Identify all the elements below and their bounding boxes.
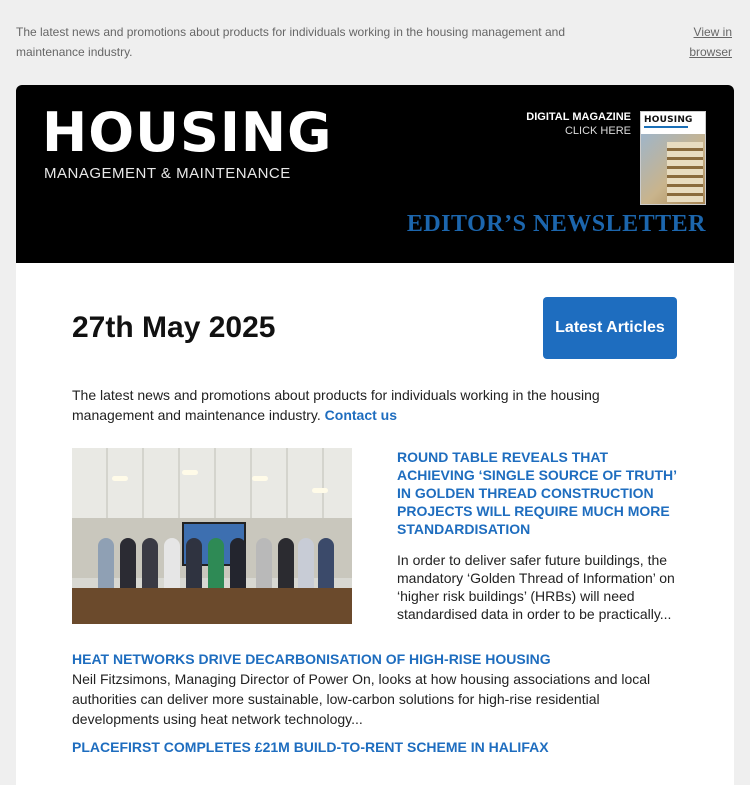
cover-rule: [644, 126, 688, 128]
photo-ceiling-light: [182, 470, 198, 475]
photo-ceiling: [72, 448, 352, 518]
digital-magazine-label: DIGITAL MAGAZINE: [526, 111, 631, 123]
logo-subtitle: MANAGEMENT & MAINTENANCE: [44, 165, 291, 182]
click-here-label: CLICK HERE: [564, 125, 631, 137]
newsletter-card: [16, 85, 734, 785]
photo-table: [72, 588, 352, 624]
story-1-headline[interactable]: ROUND TABLE REVEALS THAT ACHIEVING ‘SINGLE SOURCE OF TRUTH’ IN GOLDEN THREAD CONSTRUCTION PROJECTS WILL REQUIRE MUCH MORE STANDARDISATION: [397, 449, 677, 537]
digital-magazine-link[interactable]: [526, 110, 631, 138]
issue-date: 27th May 2025: [72, 311, 276, 344]
intro-paragraph: [72, 385, 682, 425]
photo-ceiling-light: [112, 476, 128, 481]
view-in-browser-link[interactable]: View in browser: [689, 25, 732, 59]
intro-text: The latest news and promotions about products for individuals working in the housing management and maintenance industry.: [72, 387, 600, 423]
story-2-excerpt: Neil Fitzsimons, Managing Director of Power On, looks at how housing associations and local authorities can deliver more sustainable, low-carbon solutions for high-rise residential developments using heat network technology...: [72, 671, 651, 727]
logo-housing[interactable]: HOUSING: [42, 101, 333, 164]
story-1-excerpt: In order to deliver safer future buildings, the mandatory ‘Golden Thread of Information’ on ‘higher risk buildings’ (HRBs) will need standardised data in order to be practically...: [397, 552, 675, 622]
round-table-photo[interactable]: [72, 448, 352, 624]
latest-articles-button[interactable]: Latest Articles: [543, 297, 677, 359]
story-2-headline[interactable]: HEAT NETWORKS DRIVE DECARBONISATION OF HIGH-RISE HOUSING: [72, 651, 551, 667]
masthead: [16, 85, 734, 263]
photo-ceiling-light: [312, 488, 328, 493]
photo-ceiling-light: [252, 476, 268, 481]
preheader-text: The latest news and promotions about products for individuals working in the housing management and maintenance industry.: [16, 25, 565, 59]
story-3-headline[interactable]: PLACEFIRST COMPLETES £21M BUILD-TO-RENT SCHEME IN HALIFAX: [72, 739, 549, 755]
cover-title: HOUSING: [644, 115, 693, 125]
cover-windows-graphic: [667, 142, 703, 202]
magazine-cover-thumbnail[interactable]: [640, 111, 706, 205]
contact-us-link[interactable]: Contact us: [324, 407, 398, 423]
editors-newsletter-title: EDITOR’S NEWSLETTER: [406, 211, 706, 237]
